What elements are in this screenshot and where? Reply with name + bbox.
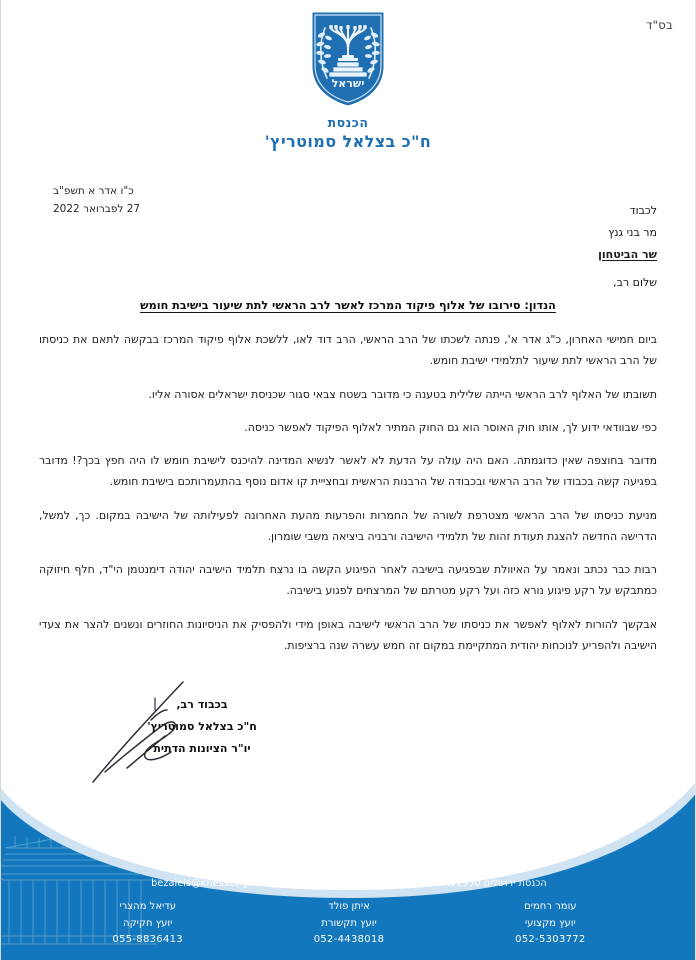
- contact-name: עומר רחמים: [524, 901, 577, 912]
- address-recipient: מר בני גנץ: [608, 226, 657, 239]
- contact-phone: 052-5303772: [515, 934, 586, 945]
- signature-closing: בכבוד רב,: [176, 698, 228, 711]
- letterhead: [1, 8, 695, 151]
- footer-contact-item: [475, 899, 625, 949]
- signature-name: ח"כ בצלאל סמוטריץ': [147, 720, 257, 733]
- address-role: שר הביטחון: [598, 248, 657, 261]
- letter-body: [39, 329, 657, 668]
- letterhead-member-name: ח"כ בצלאל סמוטריץ': [264, 132, 432, 151]
- greeting-line: שלום רב,: [613, 276, 657, 289]
- address-to-label: לכבוד: [629, 204, 657, 217]
- contact-name: עדיאל מהצרי: [119, 901, 176, 912]
- date-hebrew: כ"ו אדר א תשפ"ב: [53, 185, 134, 197]
- contact-name: איתן פולד: [328, 901, 370, 912]
- body-paragraph: מניעת כניסתו של הרב הראשי מצטרפת לשורה של החמרות והפרעות מהעת האחרונה לפעילותה של הישיבה במקום. כך, למשל, הדרישה החדשה להצגת תעודת זהות של תלמידי הישיבה ורבניה ביציאה משבי שומרון.: [39, 508, 657, 543]
- footer-contact-item: [73, 899, 223, 949]
- page-footer: [1, 774, 696, 960]
- contact-role: יועץ מקצועי: [524, 917, 576, 929]
- contact-role: יועץ תקשורת: [321, 917, 377, 929]
- body-paragraph: רבות כבר נכתב ונאמר על האיוולת שבפגיעה בישיבה לאחר הפיגוע הקשה בו נרצח תלמיד הישיבה יהודה דימנטמן הי"ד, חלף חיזוקה כמתבקש על רקע פיגוע נורא כזה ועל רקע מטרתם של המרצחים לפגוע בישיבה.: [39, 563, 657, 598]
- body-paragraph: מדובר בחוצפה שאין כדוגמתה. האם היה עולה על הדעת לא לאשר לנשיא המדינה להיכנס לישיבת חומש לו היה חפץ בכך?! מדובר בפגיעה קשה בכבודו של הרב הראשי ובכבודה של הרבנות הראשית ובחצייית קו אדום נוסף בהתעמרותכם בישיבת חומש.: [39, 454, 657, 489]
- contact-phone: 055-8836413: [112, 934, 183, 945]
- address-block: [598, 200, 657, 266]
- footer-contact-line: הכנסת ירושלים 91950. טל 02-6408024, פקס: 02-6408375 | bezalels@knesset.gov.il: [151, 878, 547, 889]
- date-gregorian: 27 לפברואר 2022: [53, 203, 141, 216]
- subject-line: הנדון: סירובו של אלוף פיקוד המרכז לאשר לרב הראשי לתת שיעור בישיבת חומש: [140, 299, 556, 312]
- footer-contact-item: [274, 899, 424, 949]
- israel-state-emblem-icon: [307, 8, 389, 109]
- contact-phone: 052-4438018: [313, 934, 385, 945]
- signature-block: [97, 694, 307, 760]
- bsd-marker: בס"ד: [646, 18, 673, 32]
- body-paragraph: כפי שבוודאי ידוע לך, אותו חוק האוסר הוא גם החוק המתיר לאלוף הפיקוד לאפשר כניסה.: [244, 420, 657, 434]
- footer-contacts: [1, 899, 696, 949]
- emblem-caption: ישראל: [331, 77, 365, 90]
- contact-role: יועץ חקיקה: [123, 917, 173, 929]
- letterhead-organization: הכנסת: [327, 115, 369, 130]
- body-paragraph: תשובתו של האלוף לרב הראשי הייתה שלילית בטענה כי מדובר בשטח צבאי סגור שכניסת ישראלים אסורה אליו.: [148, 387, 657, 401]
- date-block: [53, 182, 140, 219]
- body-paragraph: ביום חמישי האחרון, כ"ג אדר א', פנתה לשכתו של הרב הראשי, הרב דוד לאו, ללשכת אלוף פיקוד המרכז בבקשה לתאם את כניסתו של הרב הראשי לתת שיעור לתלמידי ישיבת חומש.: [39, 333, 657, 368]
- body-paragraph: אבקשך להורות לאלוף לאפשר את כניסתו של הרב הראשי לישיבה באופן מידי ולהפסיק את הניסיונות החוזרים ונשנים להצר את צעדי הישיבה ולהפריע לנוכחות יהודית המתקיימת במקום זה חמש עשרה שנה ברציפות.: [39, 617, 657, 652]
- signature-title: יו"ר הציונות הדתית: [153, 742, 251, 755]
